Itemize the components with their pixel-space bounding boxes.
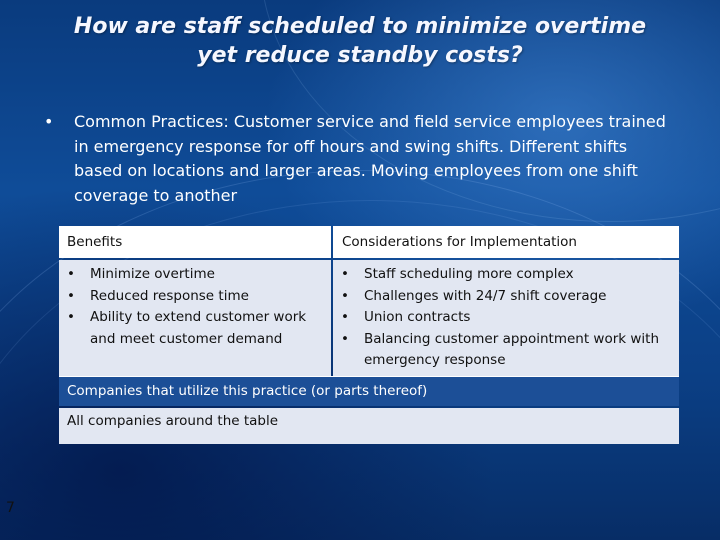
considerations-list [341,264,675,372]
title-line-1: How are staff scheduled to minimize overtime [73,14,647,39]
common-practices-bullet [44,110,674,208]
slide-title [30,12,690,70]
benefits-header: Benefits [59,226,331,258]
page-number: 7 [6,500,15,516]
practice-table [59,226,679,444]
list-item: • Reduced response time [67,287,249,304]
benefits-cell [59,260,331,378]
benefits-list [67,264,327,350]
list-item: • Ability to extend customer work and meet customer demand [67,309,307,347]
list-item: • Challenges with 24/7 shift coverage [341,287,607,304]
considerations-header: Considerations for Implementation [333,226,679,258]
title-line-2: yet reduce standby costs? [197,43,523,68]
common-practices-text: Common Practices: Customer service and field service employees trained in emergency response for off hours and swing shifts. Different shifts based on locations and larger areas. Moving employees from one shift coverage to another [74,112,666,205]
bullet-marker: • [44,112,54,131]
considerations-cell [333,260,679,378]
list-item: • Staff scheduling more complex [341,266,574,282]
list-item: • Balancing customer appointment work with emergency response [341,330,660,368]
companies-header: Companies that utilize this practice (or parts thereof) [59,376,679,406]
list-item: • Minimize overtime [67,266,215,282]
list-item: • Union contracts [341,309,471,325]
companies-value: All companies around the table [59,408,679,444]
